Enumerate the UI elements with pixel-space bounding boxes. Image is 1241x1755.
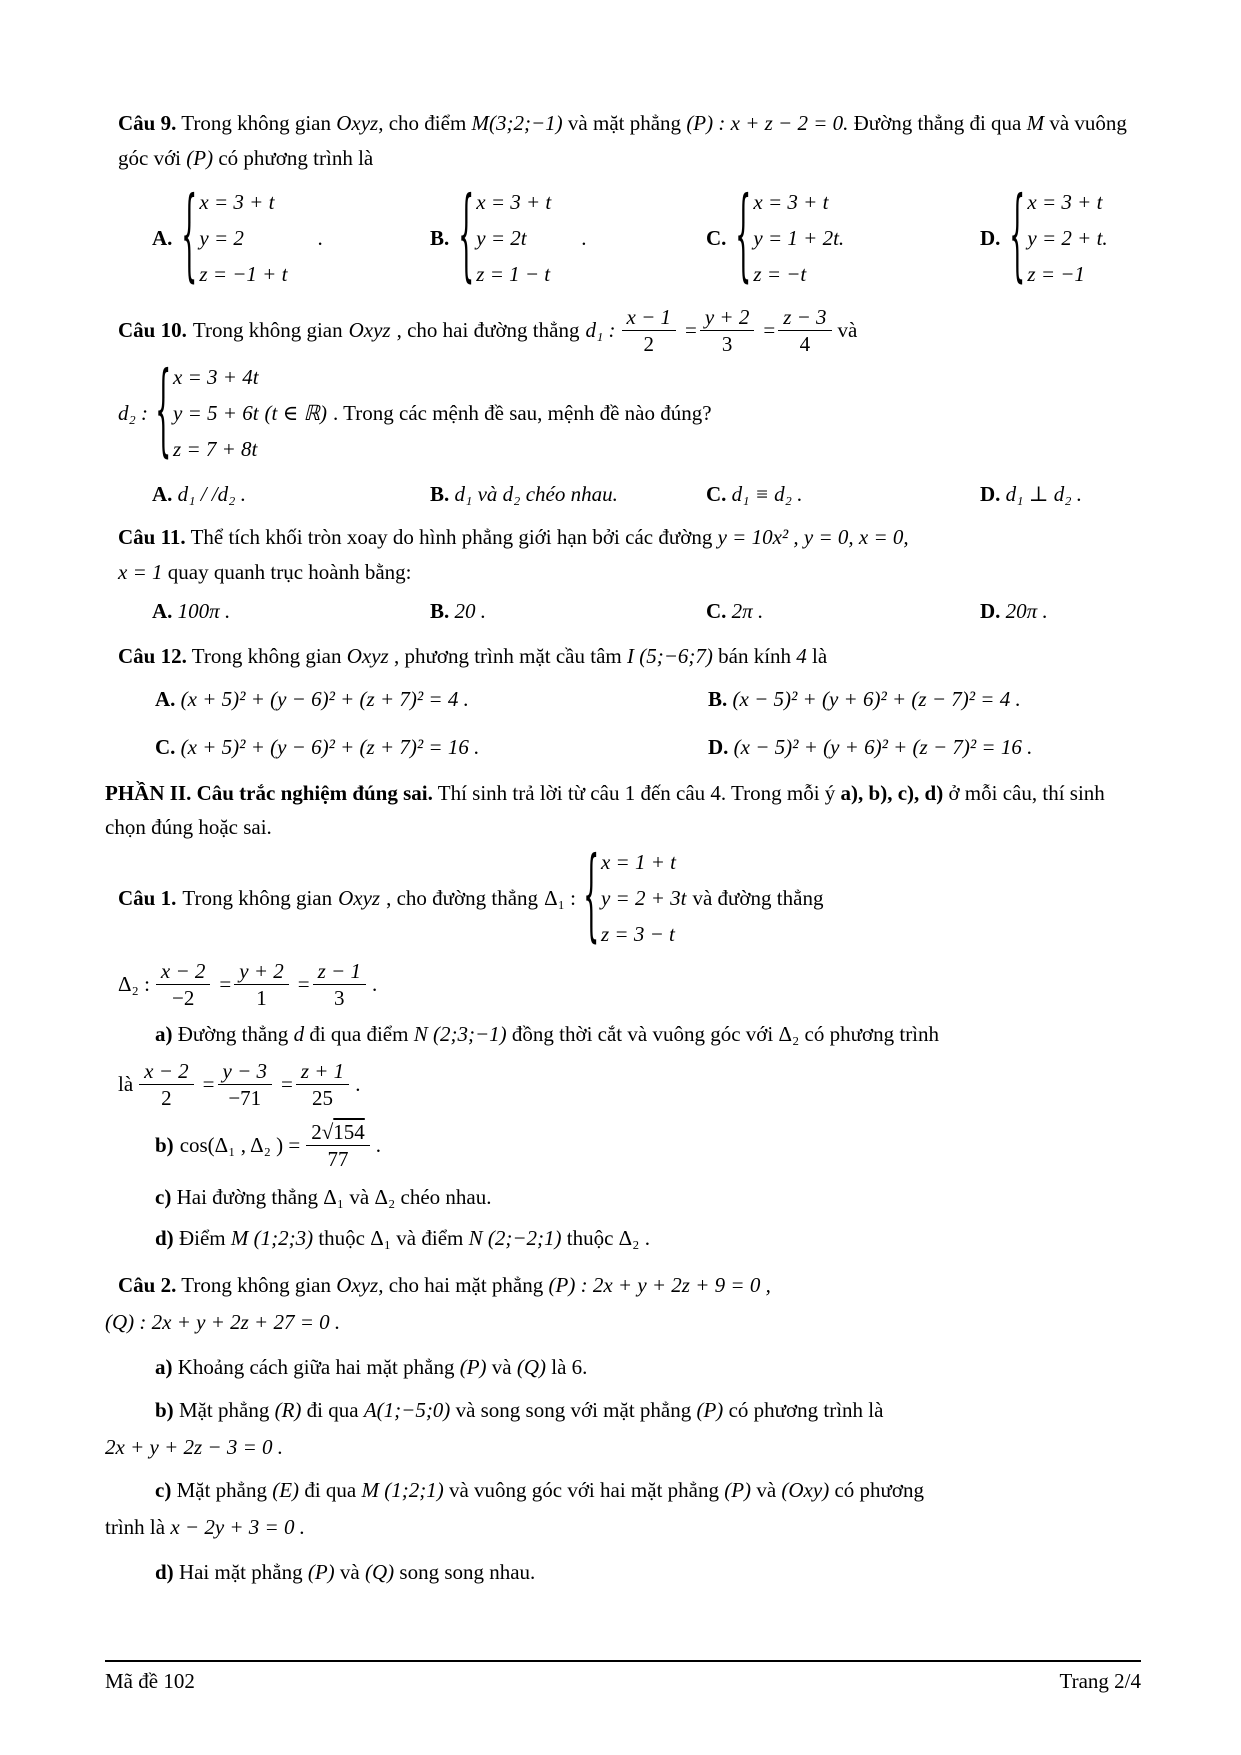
equation-line: x = 3 + t: [1027, 190, 1103, 214]
text-run: và song song với mặt phẳng: [455, 1398, 692, 1422]
math-run: (t ∈ ℝ): [264, 400, 328, 425]
math-run: (P): [307, 1560, 335, 1584]
equation-line: y = 2 + t.: [1027, 226, 1108, 250]
fraction-denominator: −71: [218, 1084, 273, 1111]
q11-label: Câu 11.: [118, 525, 186, 549]
math-run: 4: [796, 644, 807, 668]
option-label: A.: [152, 482, 173, 506]
text-run: Trong không gian: [181, 1273, 331, 1297]
option-label: C.: [706, 482, 727, 506]
option-text: 20π .: [1005, 599, 1048, 623]
text-run: Trong không gian: [182, 885, 333, 910]
c2-item-d: [105, 1555, 1141, 1590]
text-run: Trong không gian: [181, 111, 331, 135]
text-run: chéo nhau.: [400, 1185, 492, 1209]
option-text: d₁ ⊥ d₂ .: [1005, 482, 1083, 506]
equation-line: y = 1 + 2t.: [753, 226, 845, 250]
text-run: và: [349, 1185, 370, 1209]
item-label: c): [155, 1185, 172, 1209]
equations: [173, 359, 259, 467]
cases-system: [180, 177, 288, 295]
math-run: I (5;−6;7): [627, 644, 713, 668]
math-run: (R): [274, 1398, 302, 1422]
equations: [601, 844, 687, 952]
text-run: là: [812, 644, 828, 668]
fraction: [778, 304, 831, 357]
equation-line: x = 3 + t: [199, 190, 275, 214]
text-run: có phương trình: [804, 1022, 940, 1046]
text-run: Mặt phẳng: [178, 1398, 270, 1422]
q9-option-a: [152, 177, 430, 295]
text-run: Trong không gian: [192, 318, 343, 342]
fraction-denominator: 4: [778, 330, 831, 357]
text-run: đi qua: [304, 1478, 357, 1502]
text-run: và: [837, 318, 858, 342]
option-label: C.: [155, 735, 176, 759]
equations: [753, 184, 844, 292]
equals-sign: =: [219, 972, 232, 996]
math-run: Oxyz,: [336, 111, 384, 135]
math-run: (P): [186, 146, 214, 170]
math-run: M (1;2;1): [361, 1478, 444, 1502]
math-run: N (2;3;−1): [413, 1022, 507, 1046]
option-text: d₁ / /d₂ .: [177, 482, 246, 506]
left-brace: {: [735, 177, 752, 295]
fraction-numerator: z + 1: [300, 1059, 345, 1083]
math-run: M: [1026, 111, 1045, 135]
fraction: [700, 304, 755, 357]
fraction: [218, 1058, 273, 1111]
fraction: [234, 958, 289, 1011]
math-run: Oxyz: [346, 644, 389, 668]
q12-option-c: [155, 726, 708, 768]
question-12: [105, 639, 1141, 768]
equation-line: y = 2: [199, 226, 244, 250]
fraction-denominator: −2: [156, 984, 211, 1011]
math-run: (P): [459, 1355, 487, 1379]
question-9: [105, 106, 1141, 295]
option-label: A.: [152, 599, 173, 623]
option-text: 100π .: [177, 599, 231, 623]
equals-sign: =: [202, 1072, 215, 1096]
equation-line: x = 1 + t: [600, 850, 676, 874]
equation-line: x = 3 + t: [476, 190, 552, 214]
equals-sign: =: [763, 318, 776, 342]
q11-options: [105, 594, 1141, 629]
question-10: [105, 304, 1141, 512]
fraction-denominator: 3: [700, 330, 755, 357]
option-label: D.: [708, 735, 729, 759]
equals-sign: =: [297, 972, 310, 996]
text-run: Hai đường thẳng: [176, 1185, 319, 1209]
left-brace: {: [458, 177, 475, 295]
q12-option-a: [155, 678, 708, 720]
equations: [476, 184, 551, 292]
option-text: (x − 5)² + (y + 6)² + (z − 7)² = 16 .: [733, 735, 1033, 759]
text-run: song song nhau.: [399, 1560, 536, 1584]
fraction-numerator: x − 2: [144, 1059, 189, 1083]
q12-options-row1: [105, 678, 1141, 720]
q12-option-b: [708, 678, 1141, 720]
fraction: [622, 304, 677, 357]
math-run: Δ₂ :: [118, 972, 150, 996]
q9-option-d: [980, 177, 1141, 295]
page-number: Trang 2/4: [1059, 1669, 1141, 1693]
c2-stem: [105, 1268, 1141, 1303]
text-run: và điểm: [396, 1226, 464, 1250]
equation-line: x = 3 + 4t: [173, 365, 259, 389]
exam-code: Mã đề 102: [105, 1669, 195, 1693]
part2-question-2: [105, 1268, 1141, 1590]
equation-line: z = 3 − t: [600, 922, 675, 946]
part2-question-1: [105, 837, 1141, 1256]
radical-coefficient: 2: [311, 1120, 322, 1144]
text-run: Trong không gian: [191, 644, 342, 668]
fraction: [139, 1058, 194, 1111]
fraction: [296, 1058, 349, 1111]
fraction-denominator: 1: [234, 984, 289, 1011]
text-run: bán kính: [718, 644, 792, 668]
text-run: là: [118, 1072, 134, 1096]
q11-stem: [105, 520, 1141, 555]
option-text: 2π .: [731, 599, 764, 623]
fraction: [156, 958, 211, 1011]
math-run: Oxyz,: [336, 1273, 384, 1297]
math-run: d: [293, 1022, 305, 1046]
text-run: đồng thời cắt và vuông góc với: [511, 1022, 774, 1046]
fraction-numerator: y + 2: [239, 959, 284, 983]
option-label: B.: [430, 599, 450, 623]
text-run: Điểm: [178, 1226, 226, 1250]
q10-option-c: [706, 477, 980, 512]
c1-item-a-equation: [105, 1058, 1141, 1111]
text-run: và vuông góc với: [118, 111, 1127, 170]
text-run: trình là: [105, 1515, 166, 1539]
math-run: (Oxy): [781, 1478, 830, 1502]
question-11: [105, 520, 1141, 629]
option-label: D.: [980, 225, 1001, 250]
math-run: Oxyz: [338, 885, 381, 910]
fraction-denominator: 2: [622, 330, 677, 357]
equation-line: z = −1 + t: [199, 262, 288, 286]
option-label: D.: [980, 482, 1001, 506]
c2-item-c-equation: [105, 1510, 1141, 1545]
c2-item-b: [105, 1393, 1141, 1428]
cases-system: [582, 837, 687, 955]
c1-item-b: [105, 1119, 1141, 1172]
c1-delta2-line: [105, 958, 1141, 1011]
option-label: B.: [430, 225, 450, 250]
math-run: Δ₂ .: [618, 1226, 650, 1250]
equations: [1027, 184, 1107, 292]
fraction-denominator: 25: [296, 1084, 349, 1111]
fraction-numerator: x − 2: [160, 959, 206, 983]
text-run: , cho đường thẳng: [386, 885, 539, 910]
equation-line: z = −t: [753, 262, 807, 286]
left-brace: {: [583, 837, 600, 955]
math-run: (Q) : 2x + y + 2z + 27 = 0 .: [105, 1310, 341, 1334]
text-run: có phương trình là: [728, 1398, 884, 1422]
text-run: . Trong các mệnh đề sau, mệnh đề nào đúng?: [333, 400, 712, 425]
math-run: (P): [696, 1398, 724, 1422]
c2-item-a: [105, 1350, 1141, 1385]
part-2-header: [105, 776, 1141, 844]
option-label: D.: [980, 599, 1001, 623]
q11-option-b: [430, 594, 706, 629]
fraction-numerator: y + 2: [704, 305, 750, 329]
q9-option-c: [706, 177, 980, 295]
text-run: đi qua điểm: [309, 1022, 409, 1046]
fraction-denominator: 77: [306, 1145, 370, 1172]
q11-option-c: [706, 594, 980, 629]
text-run: và đường thẳng: [692, 885, 824, 910]
q12-label: Câu 12.: [118, 644, 187, 668]
cases-system: [154, 352, 259, 470]
q12-option-d: [708, 726, 1141, 768]
radical-sign: √: [321, 1120, 334, 1144]
c1-item-c: [105, 1180, 1141, 1215]
equation-line: y = 5 + 6t: [173, 401, 259, 425]
q11-option-d: [980, 594, 1141, 629]
c2-label: Câu 2.: [118, 1273, 177, 1297]
option-tail: .: [581, 225, 587, 250]
q10-option-d: [980, 477, 1141, 512]
text-run: và: [339, 1560, 360, 1584]
item-label: d): [155, 1226, 174, 1250]
cases-system: [1008, 177, 1108, 295]
math-run: Δ₁: [370, 1226, 392, 1250]
text-run: thuộc: [566, 1226, 614, 1250]
text-run: , cho hai đường thẳng: [396, 318, 580, 342]
math-run: x − 2y + 3 = 0 .: [170, 1515, 305, 1539]
option-label: B.: [430, 482, 450, 506]
math-run: M (1;2;3): [230, 1226, 314, 1250]
text-run: và: [756, 1478, 777, 1502]
page-footer: [105, 1660, 1141, 1694]
math-run: Oxyz: [348, 318, 391, 342]
option-text: d₁ và d₂ chéo nhau.: [454, 482, 618, 506]
item-label: b): [155, 1398, 174, 1422]
c1-label: Câu 1.: [118, 885, 177, 910]
item-label: b): [155, 1133, 174, 1157]
equals-sign: =: [281, 1072, 293, 1096]
q9-stem: [105, 106, 1141, 176]
part2-text: [105, 776, 1141, 844]
q10-option-b: [430, 477, 706, 512]
q12-stem: [105, 639, 1141, 674]
text-run: cho hai mặt phẳng: [388, 1273, 544, 1297]
equation-line: x = 3 + t: [753, 190, 829, 214]
math-run: x = 1: [118, 560, 163, 584]
option-text: (x + 5)² + (y − 6)² + (z + 7)² = 4 .: [180, 687, 469, 711]
math-run: Δ₂: [374, 1185, 396, 1209]
math-run: A(1;−5;0): [363, 1398, 451, 1422]
item-label: c): [155, 1478, 172, 1502]
option-label: C.: [706, 225, 727, 250]
text-run: thuộc: [318, 1226, 365, 1250]
text-run: có phương trình là: [218, 146, 374, 170]
equation-line: z = 7 + 8t: [173, 437, 258, 461]
q9-label: Câu 9.: [118, 111, 177, 135]
q11-stem-line2: [105, 555, 1141, 590]
option-label: C.: [706, 599, 727, 623]
text-run: Mặt phẳng: [176, 1478, 267, 1502]
option-text: (x − 5)² + (y + 6)² + (z − 7)² = 4 .: [732, 687, 1021, 711]
c2-item-c: [105, 1473, 1141, 1508]
fraction: [313, 958, 366, 1011]
option-label: A.: [155, 687, 176, 711]
fraction-numerator: [306, 1119, 370, 1145]
q9-options: [105, 177, 1141, 295]
fraction-denominator: 3: [313, 984, 366, 1011]
option-tail: .: [317, 225, 323, 250]
q10-stem: [105, 304, 1141, 357]
text-run: có phương: [834, 1478, 924, 1502]
text-run: Khoảng cách giữa hai mặt phẳng: [177, 1355, 455, 1379]
q10-line2: [105, 352, 1141, 470]
text-run: cho điểm: [388, 111, 467, 135]
text-run: quay quanh trục hoành bằng:: [167, 560, 412, 584]
equation-line: y = 2 + 3t: [600, 886, 687, 910]
text-run: là 6.: [551, 1355, 588, 1379]
math-run: (P) : 2x + y + 2z + 9 = 0 ,: [548, 1273, 771, 1297]
cases-system: [457, 177, 552, 295]
text-run: Đường thẳng: [177, 1022, 289, 1046]
item-label: d): [155, 1560, 174, 1584]
cases-system: [734, 177, 845, 295]
text-run: và: [491, 1355, 512, 1379]
equation-line: y = 2t: [476, 226, 527, 250]
math-run: (E): [272, 1478, 300, 1502]
q10-option-a: [152, 477, 430, 512]
q10-options: [105, 477, 1141, 512]
q10-label: Câu 10.: [118, 318, 187, 342]
fraction-numerator: x − 1: [626, 305, 672, 329]
text-run: và vuông góc với hai mặt phẳng: [448, 1478, 719, 1502]
c2-stem-line2: [105, 1305, 1141, 1340]
fraction-numerator: z − 3: [783, 305, 827, 329]
math-run: cos(Δ₁ , Δ₂ ) =: [179, 1133, 301, 1157]
c1-item-d: [105, 1221, 1141, 1256]
math-run: (Q): [516, 1355, 547, 1379]
text-run: ở mỗi câu, thí sinh chọn đúng hoặc sai.: [105, 781, 1105, 839]
q11-option-a: [152, 594, 430, 629]
radicand: 154: [333, 1120, 365, 1144]
left-brace: {: [1009, 177, 1026, 295]
text-run: Thể tích khối tròn xoay do hình phẳng giới hạn bởi các đường: [190, 525, 713, 549]
option-text: (x + 5)² + (y − 6)² + (z + 7)² = 16 .: [180, 735, 480, 759]
math-run: 2x + y + 2z − 3 = 0 .: [105, 1435, 283, 1459]
left-brace: {: [155, 352, 172, 470]
punctuation: .: [371, 972, 378, 996]
text-run: và mặt phẳng: [567, 111, 682, 135]
c1-item-a: [105, 1017, 1141, 1052]
c2-item-b-equation: [105, 1430, 1141, 1465]
fraction-denominator: 2: [139, 1084, 194, 1111]
math-run: Δ₁ :: [544, 885, 576, 910]
equation-line: z = −1: [1027, 262, 1085, 286]
text-run: đi qua: [306, 1398, 359, 1422]
equations: [199, 184, 287, 292]
math-run: N (2;−2;1): [468, 1226, 562, 1250]
text-run: Hai mặt phẳng: [178, 1560, 303, 1584]
text-run: , phương trình mặt cầu tâm: [393, 644, 622, 668]
text-run: Đường thẳng đi qua: [853, 111, 1022, 135]
fraction-numerator: z − 1: [317, 959, 361, 983]
math-run: (Q): [364, 1560, 395, 1584]
option-label: B.: [708, 687, 728, 711]
math-run: d₁ :: [585, 318, 616, 342]
punctuation: .: [355, 1072, 361, 1096]
equation-line: z = 1 − t: [476, 262, 551, 286]
text-run: Thí sinh trả lời từ câu 1 đến câu 4. Trong mỗi ý: [437, 781, 836, 805]
math-run: Δ₂: [778, 1022, 800, 1046]
math-run: M(3;2;−1): [471, 111, 563, 135]
c1-stem: [105, 837, 1141, 955]
text-run-bold: a), b), c), d): [840, 781, 944, 805]
fraction: [306, 1119, 370, 1172]
math-run: Δ₁: [323, 1185, 345, 1209]
fraction-numerator: y − 3: [222, 1059, 267, 1083]
item-label: a): [155, 1355, 173, 1379]
part2-title: PHẦN II. Câu trắc nghiệm đúng sai.: [105, 781, 433, 805]
math-run: (P): [724, 1478, 752, 1502]
equals-sign: =: [685, 318, 697, 342]
option-text: d₁ ≡ d₂ .: [731, 482, 803, 506]
q12-options-row2: [105, 726, 1141, 768]
punctuation: .: [375, 1133, 382, 1157]
option-text: 20 .: [454, 599, 487, 623]
math-run: y = 10x² , y = 0, x = 0,: [717, 525, 909, 549]
math-run: d₂ :: [118, 400, 149, 425]
math-run: (P) : x + z − 2 = 0.: [686, 111, 849, 135]
option-label: A.: [152, 225, 173, 250]
left-brace: {: [181, 177, 198, 295]
q9-option-b: [430, 177, 706, 295]
item-label: a): [155, 1022, 173, 1046]
